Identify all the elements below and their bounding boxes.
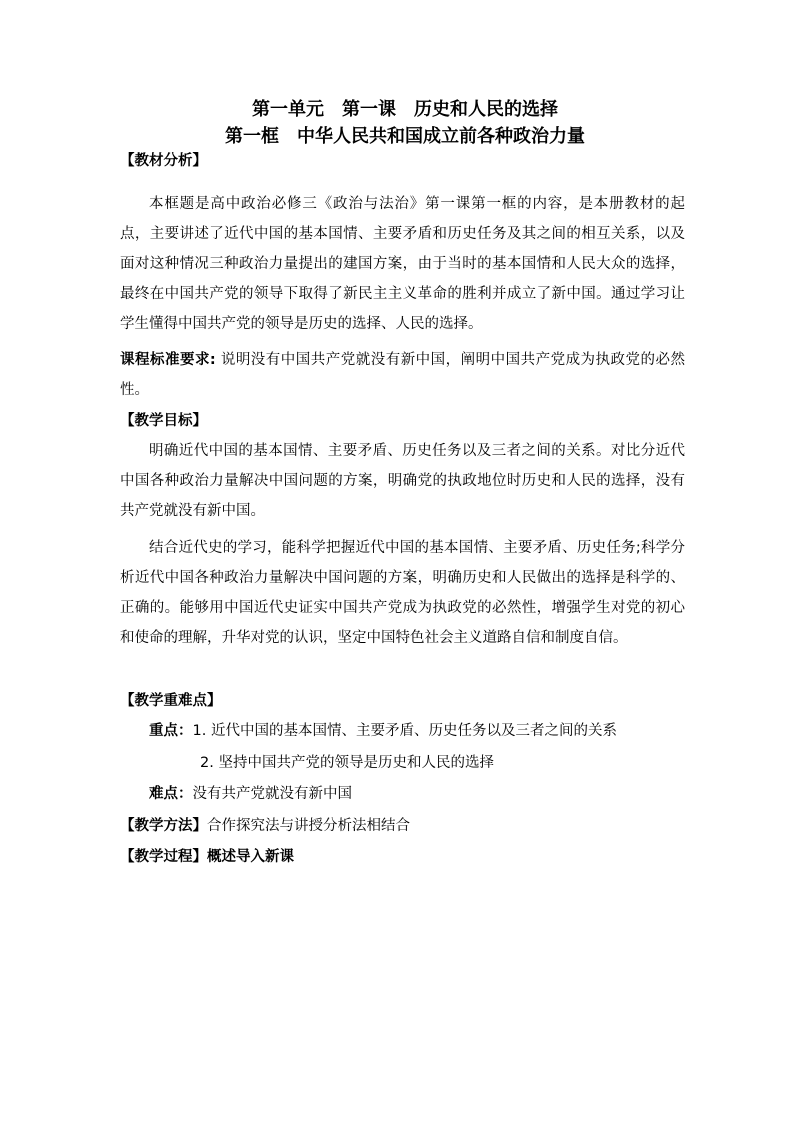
analysis-paragraph: 本框题是高中政治必修三《政治与法治》第一课第一框的内容，是本册教材的起点，主要讲述了近代中国的基本国情、主要矛盾和历史任务及其之间的相互关系，以及面对这种情况三种政治力量提出的建国方案，由于当时的基本国情和人民大众的选择，最终在中国共产党的领导下取得了新民主主义革命的胜利并成立了新中国。通过学习让学生懂得中国共产党的领导是历史的选择、人民的选择。 <box>120 196 685 332</box>
goals-paragraph-1: 明确近代中国的基本国情、主要矛盾、历史任务以及三者之间的关系。对比分近代中国各种政治力量解决中国问题的方案，明确党的执政地位时历史和人民的选择，没有共产党就没有新中国。 <box>120 443 685 519</box>
heading-teaching-goals: 【教学目标】 <box>120 413 207 429</box>
difficult-point-label: 难点： <box>149 786 193 802</box>
curriculum-standard-text: 说明没有中国共产党就没有新中国，阐明中国共产党成为执政党的必然性。 <box>120 352 685 398</box>
heading-key-difficult-points: 【教学重难点】 <box>120 693 222 709</box>
teaching-process-line <box>120 842 294 872</box>
heading-teaching-process: 【教学过程】 <box>120 849 207 865</box>
teaching-process-text: 概述导入新课 <box>207 849 294 865</box>
key-point-item-1: 1. 近代中国的基本国情、主要矛盾、历史任务以及三者之间的关系 <box>192 723 617 739</box>
difficult-point-line <box>149 779 352 809</box>
curriculum-standard-label: 课程标准要求: <box>120 352 216 368</box>
key-point-line-1 <box>149 716 617 746</box>
difficult-point-text: 没有共产党就没有新中国 <box>192 786 352 802</box>
teaching-method-line <box>120 811 410 841</box>
goals-paragraph-2: 结合近代史的学习，能科学把握近代中国的基本国情、主要矛盾、历史任务;科学分析近代中国各种政治力量解决中国问题的方案，明确历史和人民做出的选择是科学的、正确的。能够用中国近代史证实中国共产党成为执政党的必然性，增强学生对党的初心和使命的理解，升华对党的认识，坚定中国特色社会主义道路自信和制度自信。 <box>120 540 685 646</box>
key-point-label: 重点： <box>149 723 193 739</box>
teaching-method-text: 合作探究法与讲授分析法相结合 <box>207 818 410 834</box>
heading-teaching-method: 【教学方法】 <box>120 818 207 834</box>
title-section: 第一框 中华人民共和国成立前各种政治力量 <box>225 126 585 147</box>
key-point-item-2: 2. 坚持中国共产党的领导是历史和人民的选择 <box>200 755 494 771</box>
curriculum-standard-paragraph <box>120 345 685 405</box>
title-unit-lesson: 第一单元 第一课 历史和人民的选择 <box>252 99 558 120</box>
heading-textbook-analysis: 【教材分析】 <box>120 153 207 169</box>
